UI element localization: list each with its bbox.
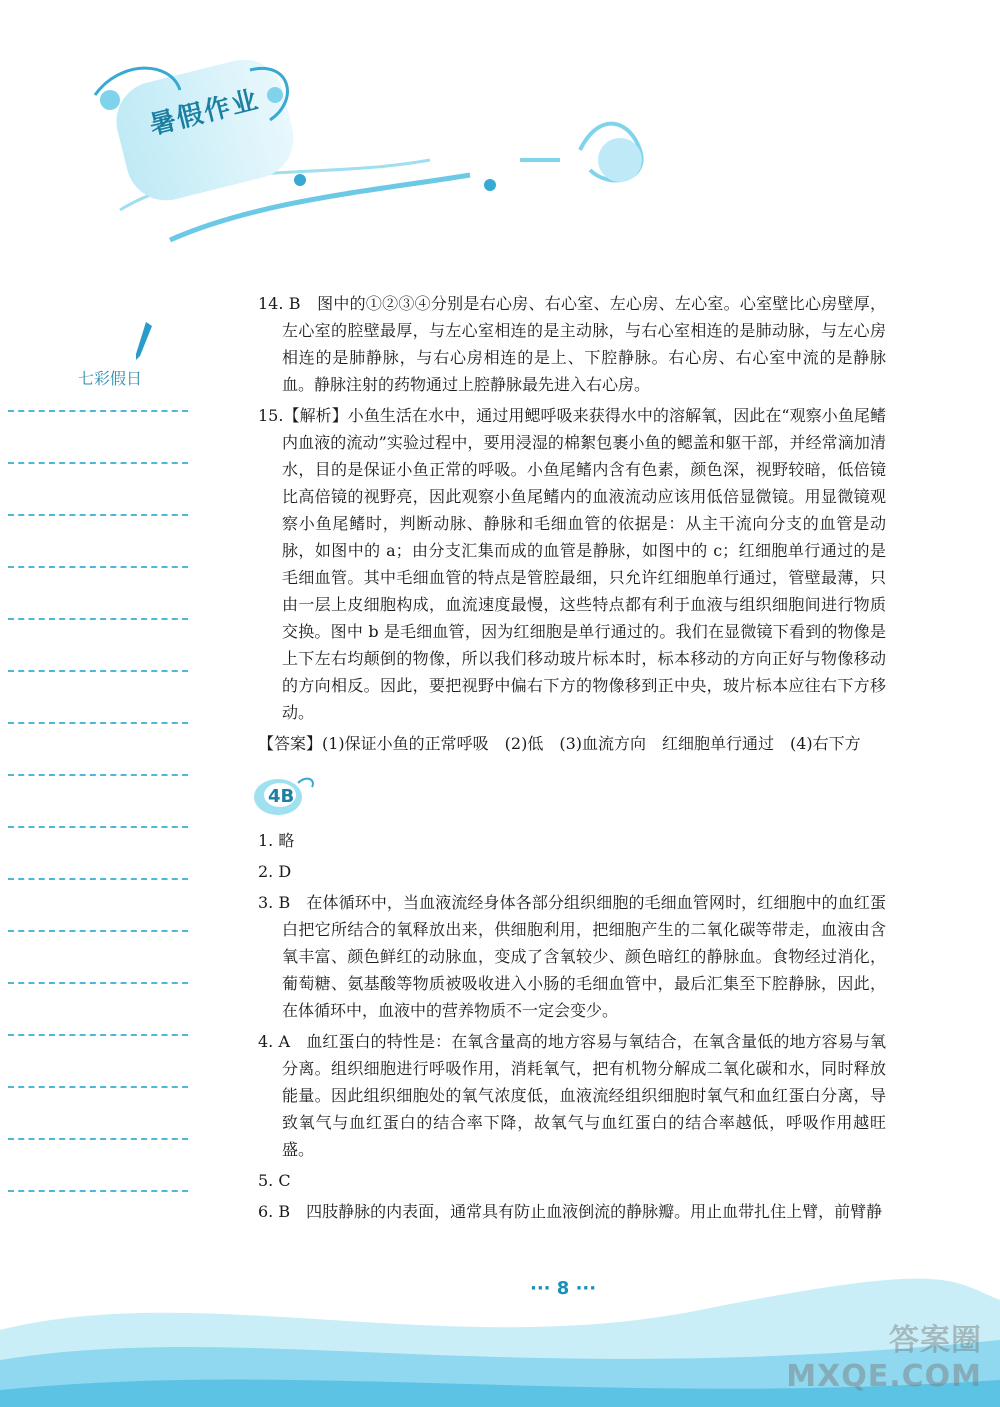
- page-number: ··· 8 ···: [530, 1278, 597, 1299]
- answer-b1: 1. 略: [258, 831, 295, 850]
- section-badge-label: 4B: [268, 786, 295, 807]
- banner-title: 暑假作业: [146, 84, 263, 142]
- note-line: [8, 670, 188, 672]
- sidebar-label: 七彩假日: [78, 369, 143, 388]
- answer-15-analysis: 15.【解析】小鱼生活在水中，通过用鳃呼吸来获得水中的溶解氧，因此在“观察小鱼尾鳍内血液的流动”实验过程中，要用浸湿的棉絮包裹小鱼的鳃盖和躯干部，并经常滴加清水，目的是保证小鱼正常的呼吸。小鱼尾鳍内含有色素，颜色深，视野较暗，低倍镜比高倍镜的视野亮，因此观察小鱼尾鳍内的血液流动应该用低倍显微镜。用显微镜观察小鱼尾鳍时，判断动脉、静脉和毛细血管的依据是：从主干流向分支的血管是动脉，如图中的 a；由分支汇集而成的血管是静脉，如图中的 c；红细胞单行通过的是毛细血管。其中毛细血管的特点是管腔最细，只允许红细胞单行通过，管壁最薄，只由一层上皮细胞构成，血流速度最慢，这些特点都有利于血液与组织细胞间进行物质交换。图中 b 是毛细血管，因为红细胞是单行通过的。我们在显微镜下看到的物像是上下左右均颠倒的物像，所以我们移动玻片标本时，标本移动的方向正好与物像移动的方向相反。因此，要把视野中偏右下方的物像移到正中央，玻片标本应往右下方移动。: [258, 406, 886, 722]
- section-badge: [250, 771, 330, 821]
- watermark-top: 答案圈: [889, 1323, 982, 1358]
- note-line: [8, 566, 188, 568]
- note-line: [8, 930, 188, 932]
- note-line: [8, 878, 188, 880]
- header-decoration: [0, 0, 1000, 260]
- note-line: [8, 618, 188, 620]
- answer-b6: 6. B 四肢静脉的内表面，通常具有防止血液倒流的静脉瓣。用止血带扎住上臂，前臂静: [258, 1202, 883, 1221]
- note-line: [8, 462, 188, 464]
- answer-b5: 5. C: [258, 1171, 291, 1190]
- note-line: [8, 1034, 188, 1036]
- answer-content: [258, 290, 886, 1229]
- note-lines: [0, 400, 195, 1220]
- note-line: [8, 722, 188, 724]
- answer-14: 14. B 图中的①②③④分别是右心房、右心室、左心房、左心室。心室壁比心房壁厚，左心室的腔壁最厚，与左心室相连的是主动脉，与右心室相连的是肺动脉，与左心房相连的是肺静脉，与右心房相连的是上、下腔静脉。右心房、右心室中流的是静脉血。静脉注射的药物通过上腔静脉最先进入右心房。: [258, 294, 886, 394]
- note-line: [8, 982, 188, 984]
- note-line: [8, 1086, 188, 1088]
- answer-b3: 3. B 在体循环中，当血液流经身体各部分组织细胞的毛细血管网时，红细胞中的血红蛋白把它所结合的氧释放出来，供细胞利用，把细胞产生的二氧化碳等带走，血液由含氧丰富、颜色鲜红的动脉血，变成了含氧较少、颜色暗红的静脉血。食物经过消化，葡萄糖、氨基酸等物质被吸收进入小肠的毛细血管中，最后汇集至下腔静脉，因此，在体循环中，血液中的营养物质不一定会变少。: [258, 893, 886, 1020]
- note-line: [8, 410, 188, 412]
- pen-icon: [132, 320, 156, 364]
- note-line: [8, 1138, 188, 1140]
- note-line: [8, 826, 188, 828]
- note-line: [8, 774, 188, 776]
- answer-15-answer: 【答案】(1)保证小鱼的正常呼吸 (2)低 (3)血流方向 红细胞单行通过 (4)右下方: [258, 734, 861, 753]
- watermark: [786, 1323, 982, 1395]
- watermark-bottom: MXQE.COM: [786, 1359, 982, 1394]
- note-line: [8, 1190, 188, 1192]
- answer-b4: 4. A 血红蛋白的特性是：在氧含量高的地方容易与氧结合，在氧含量低的地方容易与氧分离。组织细胞进行呼吸作用，消耗氧气，把有机物分解成二氧化碳和水，同时释放能量。因此组织细胞处的氧气浓度低，血液流经组织细胞时氧气和血红蛋白分离，导致氧气与血红蛋白的结合率下降，故氧气与血红蛋白的结合率越低，呼吸作用越旺盛。: [258, 1032, 886, 1159]
- answer-b2: 2. D: [258, 862, 292, 881]
- note-line: [8, 514, 188, 516]
